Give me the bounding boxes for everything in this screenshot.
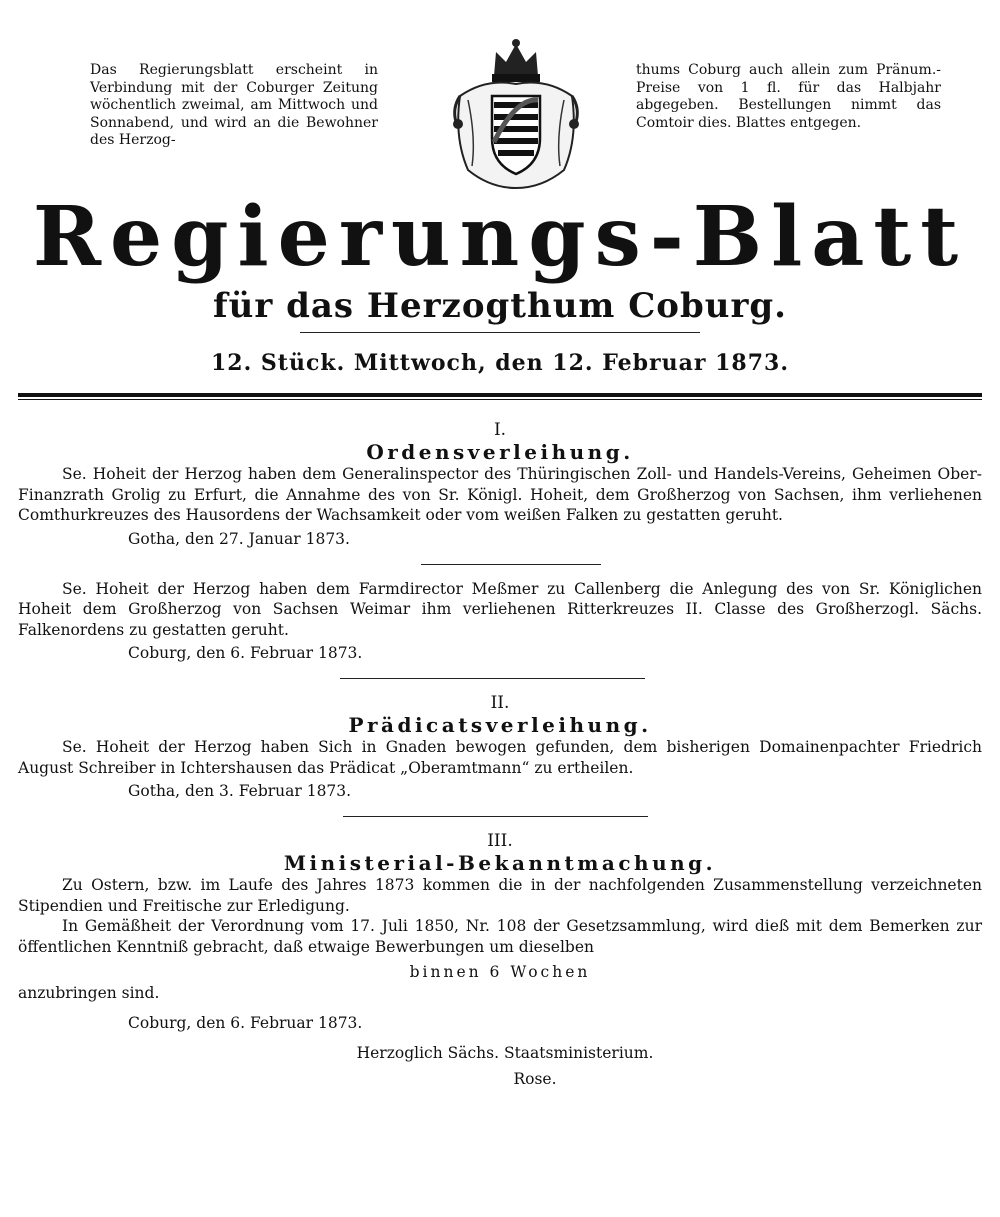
- subscription-notice-right: thums Coburg auch allein zum Pränum.-Preise von 1 fl. für das Halbjahr abgegeben. Bestellungen nimmt das Comtoir dies. Blattes entgegen.: [636, 62, 941, 131]
- entry-dateline: Gotha, den 27. Januar 1873.: [128, 529, 350, 548]
- section-number: I.: [493, 420, 507, 440]
- issuing-ministry: Herzoglich Sächs. Staatsministerium.: [356, 1043, 654, 1062]
- masthead-top: [18, 0, 982, 196]
- announcement-paragraph: Zu Ostern, bzw. im Laufe des Jahres 1873 kommen die in der nachfolgenden Zusammenstellung verzeichneten Stipendien und Freitische zur Erledigung.: [18, 876, 982, 915]
- section-title: Prädicatsverleihung.: [348, 713, 652, 737]
- subscription-notice-left: Das Regierungsblatt erscheint in Verbindung mit der Coburger Zeitung wöchentlich zweimal, am Mittwoch und Sonnabend, und wird an die Bewohner des Herzog-: [90, 62, 378, 148]
- application-deadline: binnen 6 Wochen: [409, 963, 591, 981]
- section-title: Ministerial-Bekanntmachung.: [283, 851, 717, 875]
- entry-dateline: Coburg, den 6. Februar 1873.: [128, 1013, 363, 1032]
- gazette-subtitle: für das Herzogthum Coburg.: [212, 286, 788, 326]
- entry-dateline: Gotha, den 3. Februar 1873.: [128, 782, 352, 800]
- ducal-coat-of-arms-icon: [446, 38, 586, 190]
- entry-text: Se. Hoheit der Herzog haben dem Generalinspector des Thüringischen Zoll- und Handels-Vereins, Geheimen Ober-Finanzrath Grolig zu Erfurt, die Annahme des von Sr. Königl. Hoheit, dem Großherzog von Sachsen, ihm verliehenen Comthurkreuzes des Hausordens der Wachsamkeit oder vom weißen Falken zu gestatten geruht.: [18, 465, 982, 524]
- section-title: Ordensverleihung.: [366, 440, 634, 464]
- entry-text: Se. Hoheit der Herzog haben dem Farmdirector Meßmer zu Callenberg die Anlegung des von Sr. Königlichen Hoheit dem Großherzog von Sachsen Weimar ihm verliehenen Ritterkreuzes II. Classe des Großherzogl. Sächs. Falkenordens zu gestatten geruht.: [18, 579, 982, 639]
- masthead-thin-rule: [18, 399, 982, 400]
- section-separator: [343, 816, 648, 817]
- announcement-paragraph: In Gemäßheit der Verordnung vom 17. Juli 1850, Nr. 108 der Gesetzsammlung, wird dieß mit dem Bemerken zur öffentlichen Kenntniß gebracht, daß etwaige Bewerbungen um dieselben: [18, 917, 982, 956]
- signatory-name: Rose.: [513, 1069, 557, 1088]
- section-number: III.: [487, 831, 513, 851]
- issue-line: 12. Stück. Mittwoch, den 12. Februar 1873.: [210, 350, 790, 376]
- entry-text: Se. Hoheit der Herzog haben Sich in Gnaden bewogen gefunden, dem bisherigen Domainenpachter Friedrich August Schreiber in Ichtershausen das Prädicat „Oberamtmann“ zu ertheilen.: [18, 738, 982, 777]
- section-number: II.: [490, 693, 510, 713]
- entry-separator: [421, 564, 601, 565]
- announcement-closing: anzubringen sind.: [18, 984, 160, 1002]
- section-separator: [340, 678, 645, 679]
- gazette-title: Regierungs-Blatt: [32, 189, 968, 285]
- entry-dateline: Coburg, den 6. Februar 1873.: [128, 644, 363, 662]
- subtitle-rule: [300, 332, 700, 333]
- masthead-thick-rule: [18, 393, 982, 397]
